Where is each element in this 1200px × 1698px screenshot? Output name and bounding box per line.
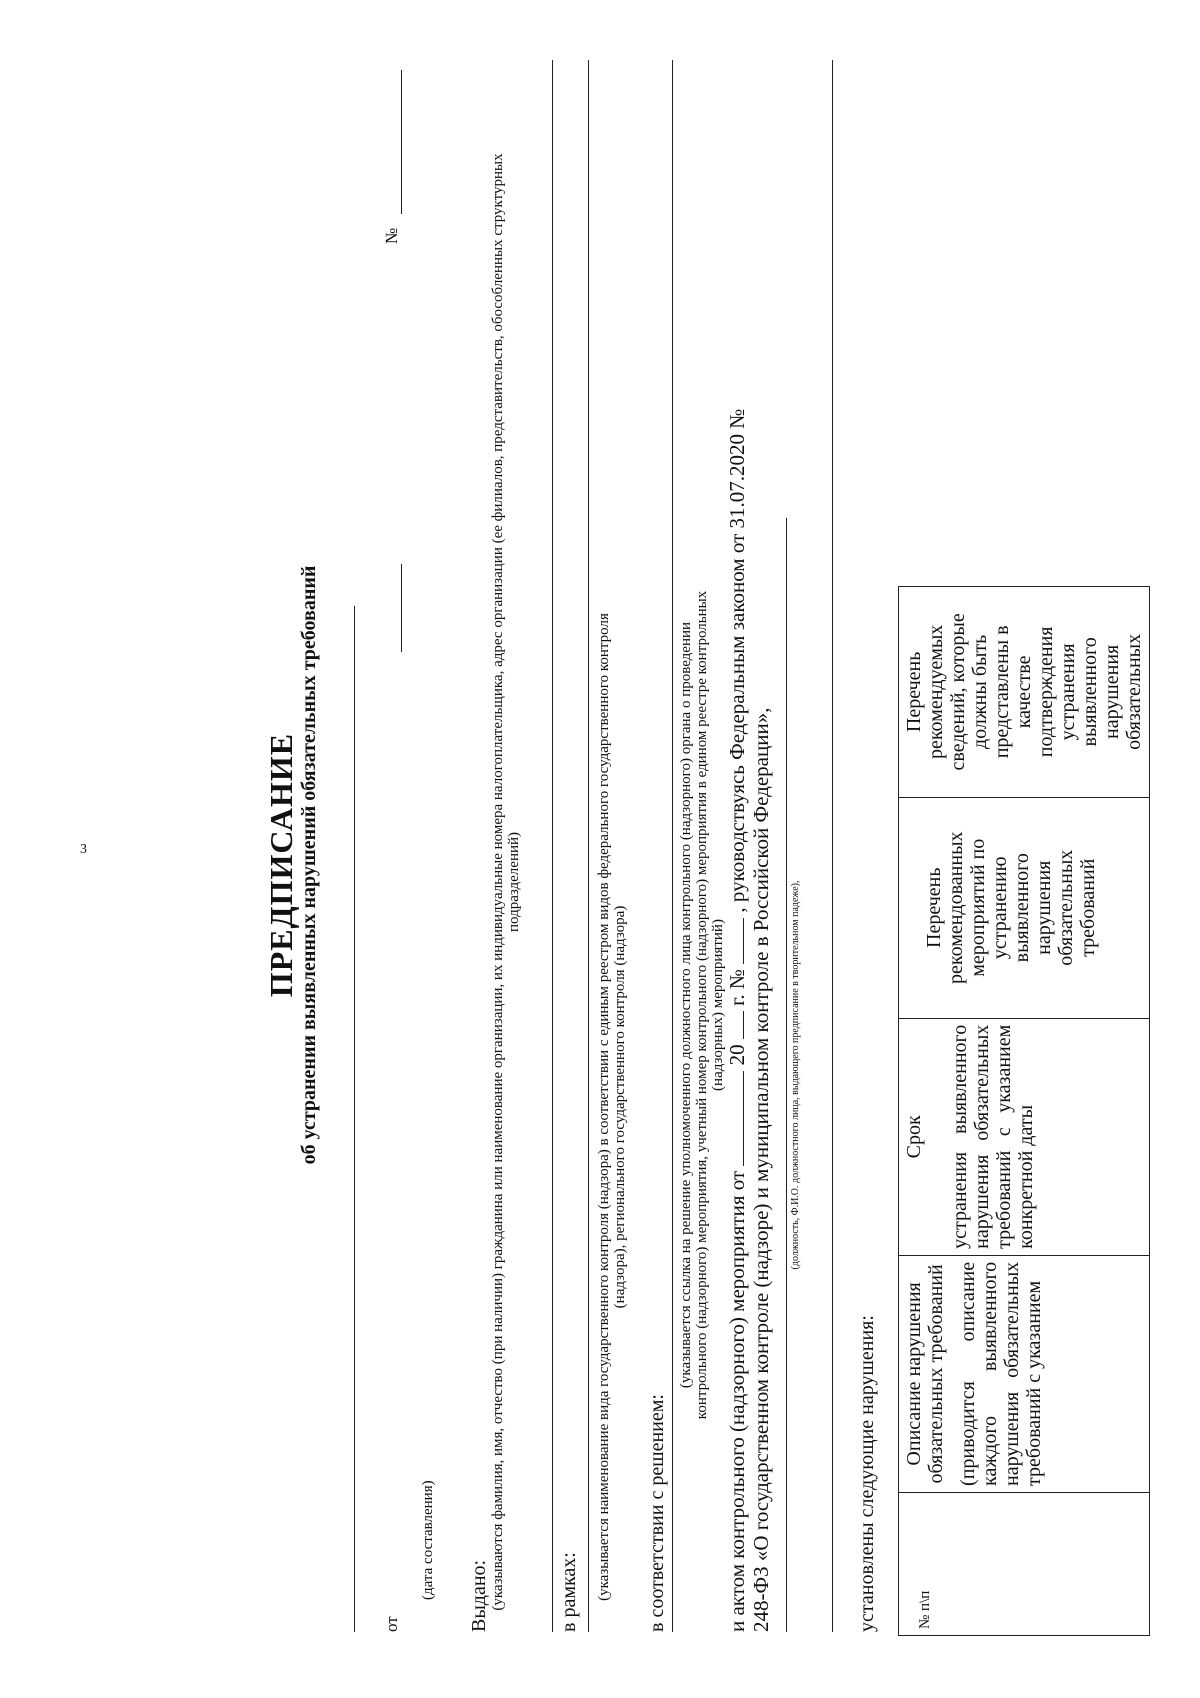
- table-clip: [170, 70, 1145, 1660]
- number-label: №: [382, 227, 401, 244]
- act-year: 20: [725, 1044, 749, 1066]
- within-caption: (указывается наименование вида государственного контроля (надзора) в соответствии с единым реестром видов федерального государственного контроля (надзора), регионального государственного контроля (надзора): [596, 613, 628, 1601]
- act-text-a: и актом контрольного (надзорного) мероприятия от: [725, 1170, 749, 1632]
- header-measures: Перечень рекомендованных мероприятий по устранению выявленного нарушения обязательных требований: [899, 797, 1150, 1018]
- decision-label: в соответствии с решением:: [646, 1394, 668, 1632]
- issued-caption: (указываются фамилия, имя, отчество (при наличии) гражданина или наименование организации, их индивидуальные номера налогоплательщика, адрес организации (ее филиалов, представительств, обособленных структурных подразделений): [490, 153, 522, 1611]
- header-description-title: Описание нарушения обязательных требований: [903, 1264, 947, 1484]
- table-header-row: [899, 587, 1150, 1636]
- header-term-body: устранения выявленного нарушения обязательных требований с указанием конкретной даты: [949, 1024, 1037, 1249]
- act-caption: (должность, Ф.И.О. должностного лица, выдающего предписание в творительном падеже),: [790, 880, 801, 1270]
- header-info: Перечень рекомендуемых сведений, которые должны быть представлены в качестве подтверждения устранения выявленного нарушения обязательных: [899, 587, 1150, 798]
- header-num: № п\п: [899, 1492, 1150, 1635]
- decision-caption: (указывается ссылка на решение уполномоченного должностного лица контрольного (надзорного) органа о проведении контрольного (надзорного) мероприятия, учетный номер контрольного (надзорного) мероприятия в едином реестре контрольных (надзорных) мероприятий): [678, 590, 726, 1420]
- violations-table: [898, 586, 1150, 1636]
- date-caption: (дата составления): [420, 1480, 436, 1600]
- act-line-2: 248-ФЗ «О государственном контроле (надзоре) и муниципальном контроле в Российской Федерации»,: [749, 707, 773, 1632]
- established-text: установлены следующие нарушения:: [856, 1315, 878, 1632]
- issued-label: Выдано:: [468, 1559, 490, 1632]
- page-number: 3: [80, 842, 87, 857]
- header-term-title: Срок: [903, 1115, 925, 1159]
- header-description: [899, 1255, 1150, 1492]
- rotated-document: [170, 70, 1145, 1660]
- header-term: [899, 1018, 1150, 1255]
- from-label: от: [382, 1616, 401, 1632]
- act-text-d: , руководствуясь Федеральным законом от 31.07.2020 №: [725, 408, 749, 913]
- header-description-body: (приводится описание каждого выявленного нарушения обязательных требований с указанием: [957, 1261, 1045, 1486]
- document-title: ПРЕДПИСАНИЕ: [263, 732, 299, 998]
- document-subtitle: об устранении выявленных нарушений обязательных требований: [298, 565, 320, 1165]
- within-label: в рамках:: [558, 1552, 580, 1632]
- act-number-label: г. №: [725, 969, 749, 1006]
